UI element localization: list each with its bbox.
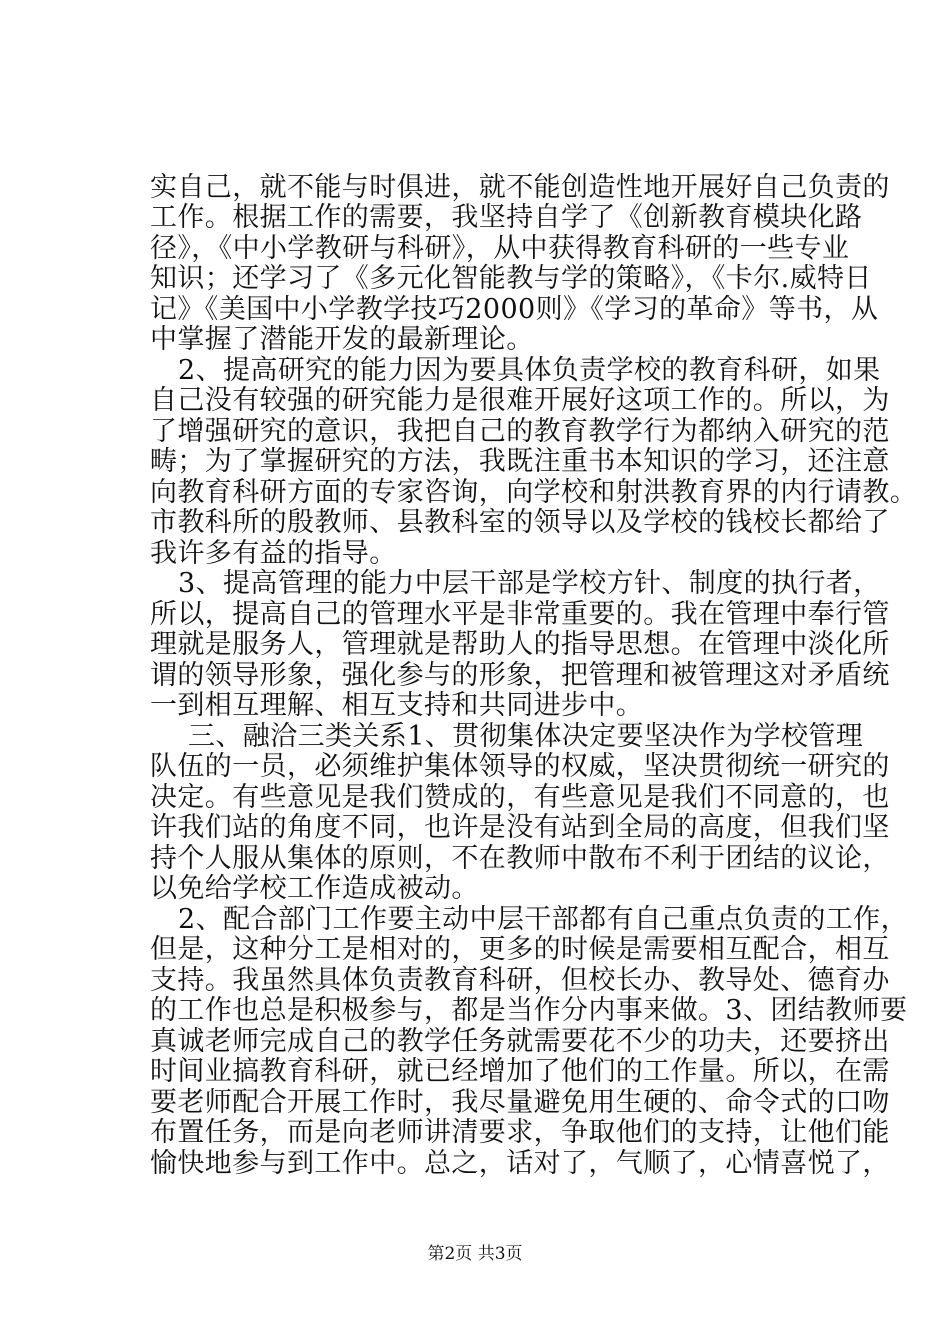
- text-line: 队伍的一员，必须维护集体领导的权威，坚决贯彻统一研究的: [150, 751, 890, 782]
- text-line: 径》，《中小学教研与科研》，从中获得教育科研的一些专业: [150, 233, 850, 264]
- text-line: 要老师配合开展工作时，我尽量避免用生硬的、命令式的口吻: [150, 1087, 890, 1118]
- text-line: 知识；还学习了《多元化智能教与学的策略》，《卡尔.威特日: [150, 263, 872, 294]
- text-line: 了增强研究的意识，我把自己的教育教学行为都纳入研究的范: [150, 416, 890, 447]
- text-line: 向教育科研方面的专家咨询，向学校和射洪教育界的内行请教。: [150, 477, 918, 508]
- text-line: 市教科所的殷教师、县教科室的领导以及学校的钱校长都给了: [150, 507, 890, 538]
- text-line: 理就是服务人，管理就是帮助人的指导思想。在管理中淡化所: [150, 629, 890, 660]
- text-line: 决定。有些意见是我们赞成的，有些意见是我们不同意的，也: [150, 782, 890, 813]
- text-line: 一到相互理解、相互支持和共同进步中。: [150, 690, 644, 721]
- text-line: 实自己，就不能与时俱进，就不能创造性地开展好自己负责的: [150, 172, 890, 203]
- text-line: 布置任务，而是向老师讲清要求，争取他们的支持，让他们能: [150, 1117, 890, 1148]
- paragraph-start-line: 2、配合部门工作要主动中层干部都有自己重点负责的工作，: [178, 904, 908, 935]
- text-line: 真诚老师完成自己的教学任务就需要花不少的功夫，还要挤出: [150, 1026, 890, 1057]
- text-line: 工作。根据工作的需要，我坚持自学了《创新教育模块化路: [150, 202, 863, 233]
- text-line: 自己没有较强的研究能力是很难开展好这项工作的。所以，为: [150, 385, 890, 416]
- text-line: 支持。我虽然具体负责教育科研，但校长办、教导处、德育办: [150, 965, 890, 996]
- text-line: 以免给学校工作造成被动。: [150, 873, 479, 904]
- page-number-footer: 第2页 共3页: [427, 1244, 523, 1264]
- text-line: 中掌握了潜能开发的最新理论。: [150, 324, 534, 355]
- paragraph-start-line: 2、提高研究的能力因为要具体负责学校的教育科研，如果: [178, 355, 881, 386]
- text-line: 谓的领导形象，强化参与的形象，把管理和被管理这对矛盾统: [150, 660, 890, 691]
- paragraph-start-line: 三、融洽三类关系1、贯彻集体决定要坚决作为学校管理: [188, 721, 864, 752]
- text-line: 持个人服从集体的原则，不在教师中散布不利于团结的议论，: [150, 843, 890, 874]
- text-line: 的工作也总是积极参与，都是当作分内事来做。3、团结教师要: [150, 995, 908, 1026]
- text-line: 所以，提高自己的管理水平是非常重要的。我在管理中奉行管: [150, 599, 890, 630]
- paragraph-start-line: 3、提高管理的能力中层干部是学校方针、制度的执行者，: [178, 568, 881, 599]
- text-line: 我许多有益的指导。: [150, 538, 397, 569]
- text-line: 时间业搞教育科研，就已经增加了他们的工作量。所以，在需: [150, 1056, 890, 1087]
- text-line: 但是，这种分工是相对的，更多的时候是需要相互配合，相互: [150, 934, 890, 965]
- text-line: 许我们站的角度不同，也许是没有站到全局的高度，但我们坚: [150, 812, 890, 843]
- text-line: 畴；为了掌握研究的方法，我既注重书本知识的学习，还注意: [150, 446, 890, 477]
- text-line: 愉快地参与到工作中。总之，话对了，气顺了，心情喜悦了，: [150, 1148, 890, 1179]
- text-line: 记》《美国中小学教学技巧2000则》《学习的革命》等书，从: [150, 294, 879, 325]
